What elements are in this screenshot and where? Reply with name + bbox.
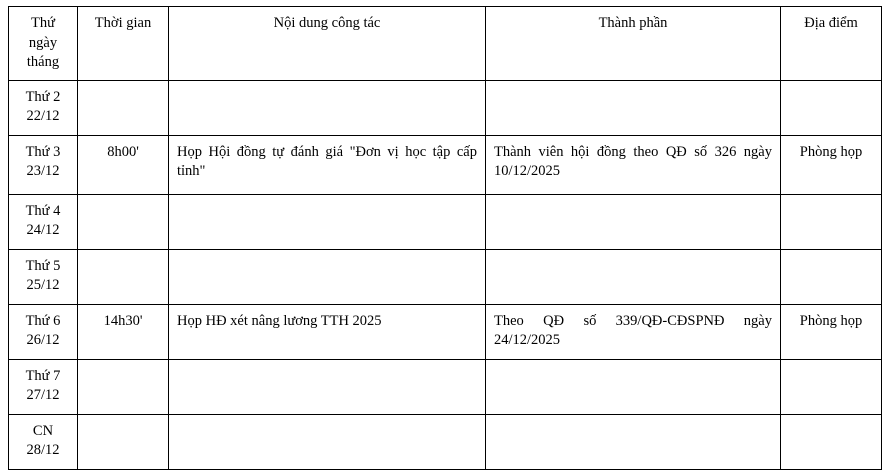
cell-day: [9, 135, 78, 194]
cell-time: [78, 80, 169, 135]
cell-content: [169, 359, 486, 414]
cell-content: Họp HĐ xét nâng lương TTH 2025: [169, 304, 486, 359]
cell-day: [9, 304, 78, 359]
cell-day-line2: 25/12: [26, 277, 60, 294]
column-header-content: Nội dung công tác: [169, 7, 486, 81]
cell-participants: [486, 414, 781, 469]
cell-time: [78, 249, 169, 304]
cell-day: [9, 359, 78, 414]
cell-participants: [486, 194, 781, 249]
cell-content: [169, 194, 486, 249]
cell-day-line1: CN: [32, 422, 54, 439]
table-row: [9, 359, 882, 414]
table-row: [9, 304, 882, 359]
cell-day-line2: 28/12: [26, 442, 60, 459]
cell-day: [9, 249, 78, 304]
column-header-day-line3: tháng: [26, 54, 60, 71]
header-row: [9, 7, 882, 81]
cell-time: [78, 414, 169, 469]
cell-day-line2: 22/12: [26, 108, 60, 125]
cell-place: [781, 194, 882, 249]
cell-place: [781, 359, 882, 414]
table-row: [9, 80, 882, 135]
cell-place: [781, 249, 882, 304]
cell-content: [169, 249, 486, 304]
cell-place: [781, 414, 882, 469]
table-row: [9, 135, 882, 194]
cell-day-line1: Thứ 2: [25, 88, 61, 105]
cell-participants: Thành viên hội đồng theo QĐ số 326 ngày 10/12/2025: [486, 135, 781, 194]
cell-day-line1: Thứ 7: [25, 367, 61, 384]
column-header-time: Thời gian: [78, 7, 169, 81]
cell-day-line2: 24/12: [26, 222, 60, 239]
cell-day-line2: 26/12: [26, 332, 60, 349]
cell-place: Phòng họp: [781, 304, 882, 359]
cell-day-line2: 23/12: [26, 163, 60, 180]
cell-participants: [486, 359, 781, 414]
column-header-place: Địa điểm: [781, 7, 882, 81]
cell-place: [781, 80, 882, 135]
column-header-day-line2: ngày: [28, 34, 58, 51]
cell-day-line1: Thứ 5: [25, 257, 61, 274]
table-row: [9, 249, 882, 304]
cell-time: 14h30': [78, 304, 169, 359]
cell-participants: Theo QĐ số 339/QĐ-CĐSPNĐ ngày 24/12/2025: [486, 304, 781, 359]
table-row: [9, 414, 882, 469]
column-header-day-line1: Thứ: [31, 15, 55, 31]
table-header: [9, 7, 882, 81]
column-header-participants: Thành phần: [486, 7, 781, 81]
cell-place: Phòng họp: [781, 135, 882, 194]
cell-day-line2: 27/12: [26, 387, 60, 404]
cell-day-line1: Thứ 6: [25, 312, 61, 329]
cell-day: [9, 414, 78, 469]
cell-day-line1: Thứ 3: [25, 143, 61, 160]
weekly-schedule-table: [8, 6, 882, 470]
cell-content: [169, 414, 486, 469]
cell-participants: [486, 80, 781, 135]
table-body: [9, 80, 882, 469]
cell-time: [78, 359, 169, 414]
column-header-day: [9, 7, 78, 81]
cell-time: [78, 194, 169, 249]
table-row: [9, 194, 882, 249]
cell-content: Họp Hội đồng tự đánh giá "Đơn vị học tập cấp tỉnh": [169, 135, 486, 194]
cell-time: 8h00': [78, 135, 169, 194]
cell-day-line1: Thứ 4: [25, 202, 61, 219]
cell-participants: [486, 249, 781, 304]
cell-day: [9, 80, 78, 135]
cell-content: [169, 80, 486, 135]
cell-day: [9, 194, 78, 249]
